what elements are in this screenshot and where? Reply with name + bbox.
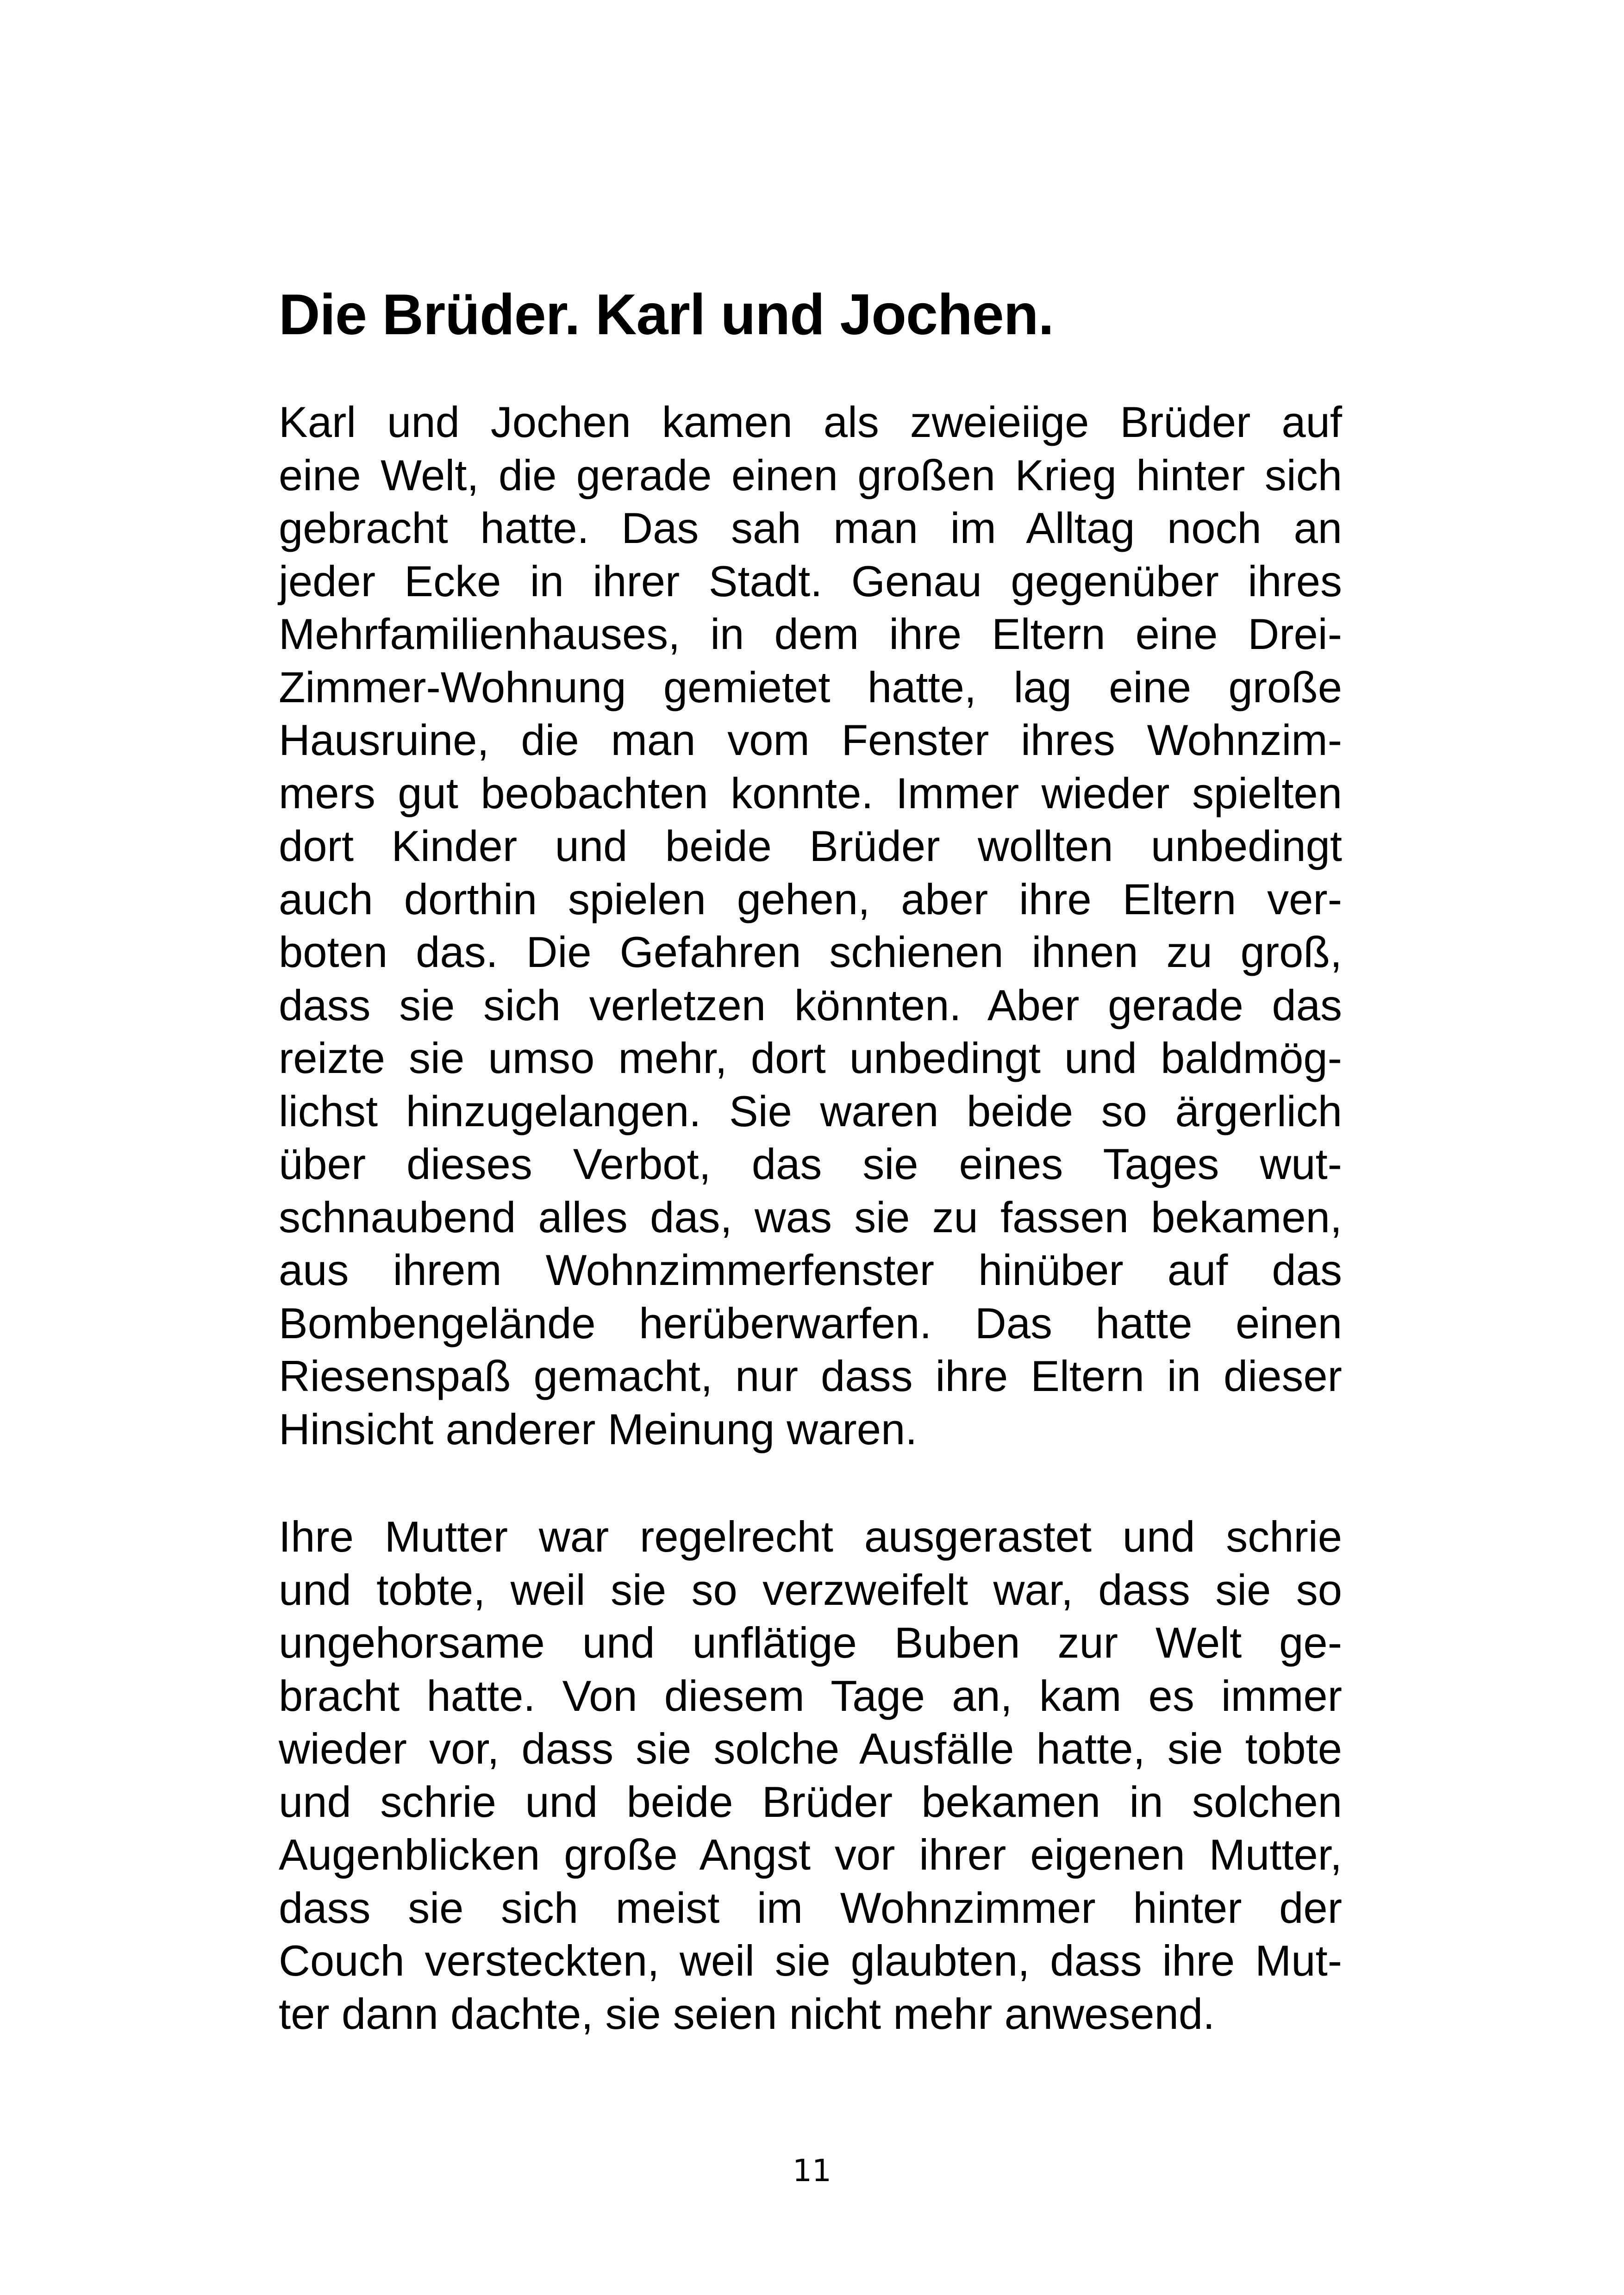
text-line: bracht hatte. Von diesem Tage an, kam es immer (279, 1671, 1342, 1720)
text-line: dass sie sich verletzen könnten. Aber gerade das (279, 980, 1342, 1029)
text-line: Hausruine, die man vom Fenster ihres Wohnzim- (279, 716, 1342, 764)
text-line: mers gut beobachten konnte. Immer wieder spielten (279, 768, 1342, 817)
text-line: wieder vor, dass sie solche Ausfälle hatte, sie tobte (279, 1724, 1342, 1773)
text-line: und schrie und beide Brüder bekamen in solchen (279, 1777, 1342, 1826)
text-line: Bombengelände herüberwarfen. Das hatte einen (279, 1298, 1342, 1347)
text-line: und tobte, weil sie so verzweifelt war, dass sie so (279, 1565, 1342, 1614)
text-line: gebracht hatte. Das sah man im Alltag noch an (279, 504, 1342, 552)
text-line: Ihre Mutter war regelrecht ausgerastet und schrie (279, 1512, 1342, 1561)
paragraph-1 (279, 396, 1342, 1456)
text-line: eine Welt, die gerade einen großen Krieg hinter sich (279, 450, 1342, 499)
text-line: lichst hinzugelangen. Sie waren beide so ärgerlich (279, 1086, 1342, 1135)
page-content (279, 278, 1342, 2040)
text-line: über dieses Verbot, das sie eines Tages wut- (279, 1140, 1342, 1188)
page-number: 11 (793, 2153, 831, 2189)
text-line: Zimmer-Wohnung gemietet hatte, lag eine große (279, 662, 1342, 711)
text-line: Hinsicht anderer Meinung waren. (279, 1404, 918, 1453)
text-line: reizte sie umso mehr, dort unbedingt und baldmög- (279, 1034, 1342, 1082)
paragraph-2 (279, 1510, 1342, 2040)
text-line: dass sie sich meist im Wohnzimmer hinter der (279, 1883, 1342, 1932)
text-line: jeder Ecke in ihrer Stadt. Genau gegenüber ihres (279, 556, 1342, 605)
text-line: schnaubend alles das, was sie zu fassen bekamen, (279, 1192, 1342, 1241)
text-line: Augenblicken große Angst vor ihrer eigenen Mutter, (279, 1830, 1342, 1879)
text-line: auch dorthin spielen gehen, aber ihre Eltern ver- (279, 874, 1342, 923)
text-line: Riesenspaß gemacht, nur dass ihre Eltern in dieser (279, 1352, 1342, 1400)
text-line: ter dann dachte, sie seien nicht mehr anwesend. (279, 1989, 1215, 2038)
text-line: dort Kinder und beide Brüder wollten unbedingt (279, 822, 1342, 870)
text-line: Mehrfamilienhauses, in dem ihre Eltern eine Drei- (279, 610, 1342, 658)
text-line: Karl und Jochen kamen als zweieiige Brüder auf (279, 398, 1342, 446)
chapter-title: Die Brüder. Karl und Jochen. (279, 283, 1054, 347)
text-line: Couch versteckten, weil sie glaubten, dass ihre Mut- (279, 1936, 1342, 1985)
text-line: aus ihrem Wohnzimmerfenster hinüber auf das (279, 1246, 1342, 1294)
text-line: ungehorsame und unflätige Buben zur Welt ge- (279, 1618, 1342, 1667)
text-line: boten das. Die Gefahren schienen ihnen zu groß, (279, 928, 1342, 976)
